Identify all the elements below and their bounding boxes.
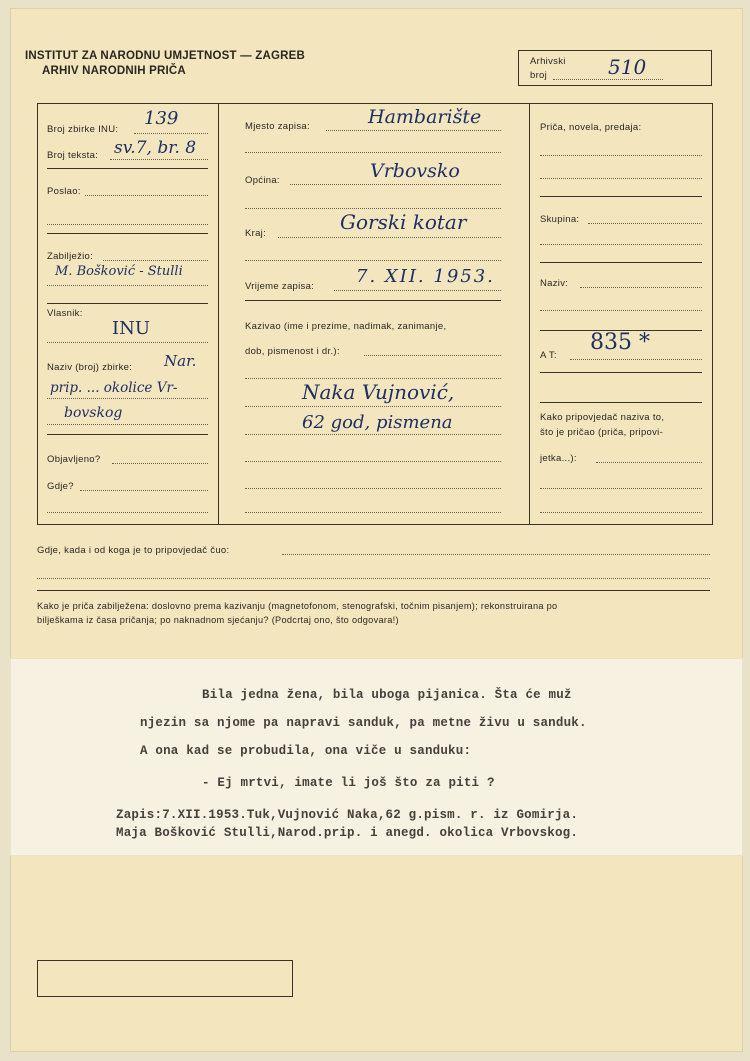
collection-no-line bbox=[134, 133, 208, 134]
title-label: Naziv: bbox=[540, 278, 569, 289]
municipality-line-2 bbox=[245, 208, 501, 209]
collection-name-value-1: Nar. bbox=[164, 352, 197, 370]
narrator-line-7 bbox=[245, 512, 501, 513]
archive-number-value: 510 bbox=[608, 55, 647, 79]
record-line-1: Zapis:7.XII.1953.Tuk,Vujnović Naka,62 g.pism. r. iz Gomirja. bbox=[116, 808, 579, 822]
recorded-by-value: M. Bošković - Stulli bbox=[55, 264, 183, 279]
narrator-line-4 bbox=[245, 434, 501, 435]
collection-name-value-3: bovskog bbox=[64, 405, 123, 421]
region-line bbox=[278, 237, 501, 238]
source-rule bbox=[37, 590, 710, 591]
narrator-label-2: dob, pismenost i dr.): bbox=[245, 346, 340, 357]
sent-by-label: Poslao: bbox=[47, 186, 81, 197]
genre-line-2 bbox=[540, 178, 702, 179]
source-line-1 bbox=[282, 554, 710, 555]
left-rule-3 bbox=[47, 303, 208, 304]
time-line bbox=[334, 290, 501, 291]
left-rule-2 bbox=[47, 233, 208, 234]
at-label: A T: bbox=[540, 350, 557, 361]
genre-label: Priča, novela, predaja: bbox=[540, 122, 642, 133]
municipality-label: Općina: bbox=[245, 175, 280, 186]
place-label: Mjesto zapisa: bbox=[245, 121, 310, 132]
text-no-label: Broj teksta: bbox=[47, 150, 99, 161]
where-line-2 bbox=[47, 512, 208, 513]
region-line-2 bbox=[245, 260, 501, 261]
municipality-value: Vrbovsko bbox=[370, 160, 460, 182]
time-label: Vrijeme zapisa: bbox=[245, 281, 315, 292]
genre-line-1 bbox=[540, 155, 702, 156]
how-called-label-1: Kako pripovjedač naziva to, bbox=[540, 412, 665, 423]
story-line-3: A ona kad se probudila, ona viče u sanduku: bbox=[140, 744, 472, 758]
archive-number-label-1: Arhivski bbox=[530, 56, 566, 67]
narrator-line-1 bbox=[364, 355, 501, 356]
narrator-line-2 bbox=[245, 378, 501, 379]
title-line-1 bbox=[580, 287, 702, 288]
how-called-line-1 bbox=[596, 462, 702, 463]
source-label: Gdje, kada i od koga je to pripovjedač čuo: bbox=[37, 545, 230, 556]
at-value: 835 * bbox=[590, 330, 650, 355]
source-line-2 bbox=[37, 578, 710, 579]
text-no-line bbox=[110, 159, 208, 160]
published-label: Objavljeno? bbox=[47, 454, 101, 465]
story-line-1: Bila jedna žena, bila uboga pijanica. Šta će muž bbox=[202, 688, 572, 702]
time-value: 7. XII. 1953. bbox=[356, 266, 495, 287]
narrator-line-6 bbox=[245, 488, 501, 489]
place-value: Hambarište bbox=[368, 106, 482, 128]
at-line bbox=[570, 359, 702, 360]
sent-by-line-2 bbox=[47, 224, 208, 225]
narrator-line-5 bbox=[245, 461, 501, 462]
group-line-1 bbox=[588, 223, 702, 224]
group-line-2 bbox=[540, 244, 702, 245]
group-label: Skupina: bbox=[540, 214, 580, 225]
narrator-value-1: Naka Vujnović, bbox=[302, 380, 455, 404]
how-called-line-3 bbox=[540, 512, 702, 513]
collection-name-line-1 bbox=[47, 398, 208, 399]
collection-name-label: Naziv (broj) zbirke: bbox=[47, 362, 133, 373]
title-line-2 bbox=[540, 310, 702, 311]
institute-heading: INSTITUT ZA NARODNU UMJETNOST — ZAGREB bbox=[25, 50, 305, 62]
recorded-by-line bbox=[103, 260, 208, 261]
narrator-line-3 bbox=[245, 406, 501, 407]
archive-heading: ARHIV NARODNIH PRIČA bbox=[42, 65, 186, 77]
how-called-label-3: jetka...): bbox=[540, 453, 577, 464]
method-line-1: Kako je priča zabilježena: doslovno prema kazivanju (magnetofonom, stenografski, točnim pisanjem); rekonstruirana po bbox=[37, 601, 558, 611]
where-label: Gdje? bbox=[47, 481, 74, 492]
where-line bbox=[80, 490, 208, 491]
column-divider-left bbox=[218, 103, 219, 525]
narrator-label-1: Kazivao (ime i prezime, nadimak, zanimanje, bbox=[245, 321, 447, 332]
how-called-label-2: što je pričao (priča, pripovi- bbox=[540, 427, 664, 438]
record-line-2: Maja Bošković Stulli,Narod.prip. i anegd. okolica Vrbovskog. bbox=[116, 826, 579, 840]
archive-number-line bbox=[553, 79, 663, 80]
region-value: Gorski kotar bbox=[340, 210, 467, 234]
collection-no-value: 139 bbox=[144, 108, 179, 129]
place-line-2 bbox=[245, 152, 501, 153]
sent-by-line bbox=[85, 195, 208, 196]
place-line bbox=[326, 130, 501, 131]
how-called-line-2 bbox=[540, 488, 702, 489]
left-rule-4 bbox=[47, 434, 208, 435]
recorded-by-line-2 bbox=[47, 285, 208, 286]
region-label: Kraj: bbox=[245, 228, 267, 239]
column-divider-right bbox=[529, 103, 530, 525]
bottom-empty-box bbox=[37, 960, 293, 997]
collection-name-value-2: prip. ... okolice Vr- bbox=[50, 380, 178, 396]
right-rule-1 bbox=[540, 196, 702, 197]
recorded-by-label: Zabilježio: bbox=[47, 251, 94, 262]
right-rule-2 bbox=[540, 262, 702, 263]
narrator-value-2: 62 god, pismena bbox=[302, 412, 453, 433]
left-rule-1 bbox=[47, 168, 208, 169]
right-rule-4 bbox=[540, 372, 702, 373]
published-line bbox=[112, 463, 208, 464]
owner-line bbox=[47, 342, 208, 343]
story-line-4: - Ej mrtvi, imate li još što za piti ? bbox=[202, 776, 495, 790]
collection-no-label: Broj zbirke INU: bbox=[47, 124, 119, 135]
owner-label: Vlasnik: bbox=[47, 308, 83, 319]
archive-number-label-2: broj bbox=[530, 70, 548, 81]
mid-rule-1 bbox=[245, 300, 501, 301]
municipality-line bbox=[290, 184, 501, 185]
story-line-2: njezin sa njome pa napravi sanduk, pa metne živu u sanduk. bbox=[140, 716, 587, 730]
collection-name-line-2 bbox=[47, 424, 208, 425]
owner-value: INU bbox=[112, 318, 151, 339]
right-rule-5 bbox=[540, 402, 702, 403]
method-line-2: bilješkama iz časa pričanja; po naknadnom sjećanju? (Podcrtaj ono, što odgovara!) bbox=[37, 615, 399, 625]
text-no-value: sv.7, br. 8 bbox=[114, 138, 197, 158]
